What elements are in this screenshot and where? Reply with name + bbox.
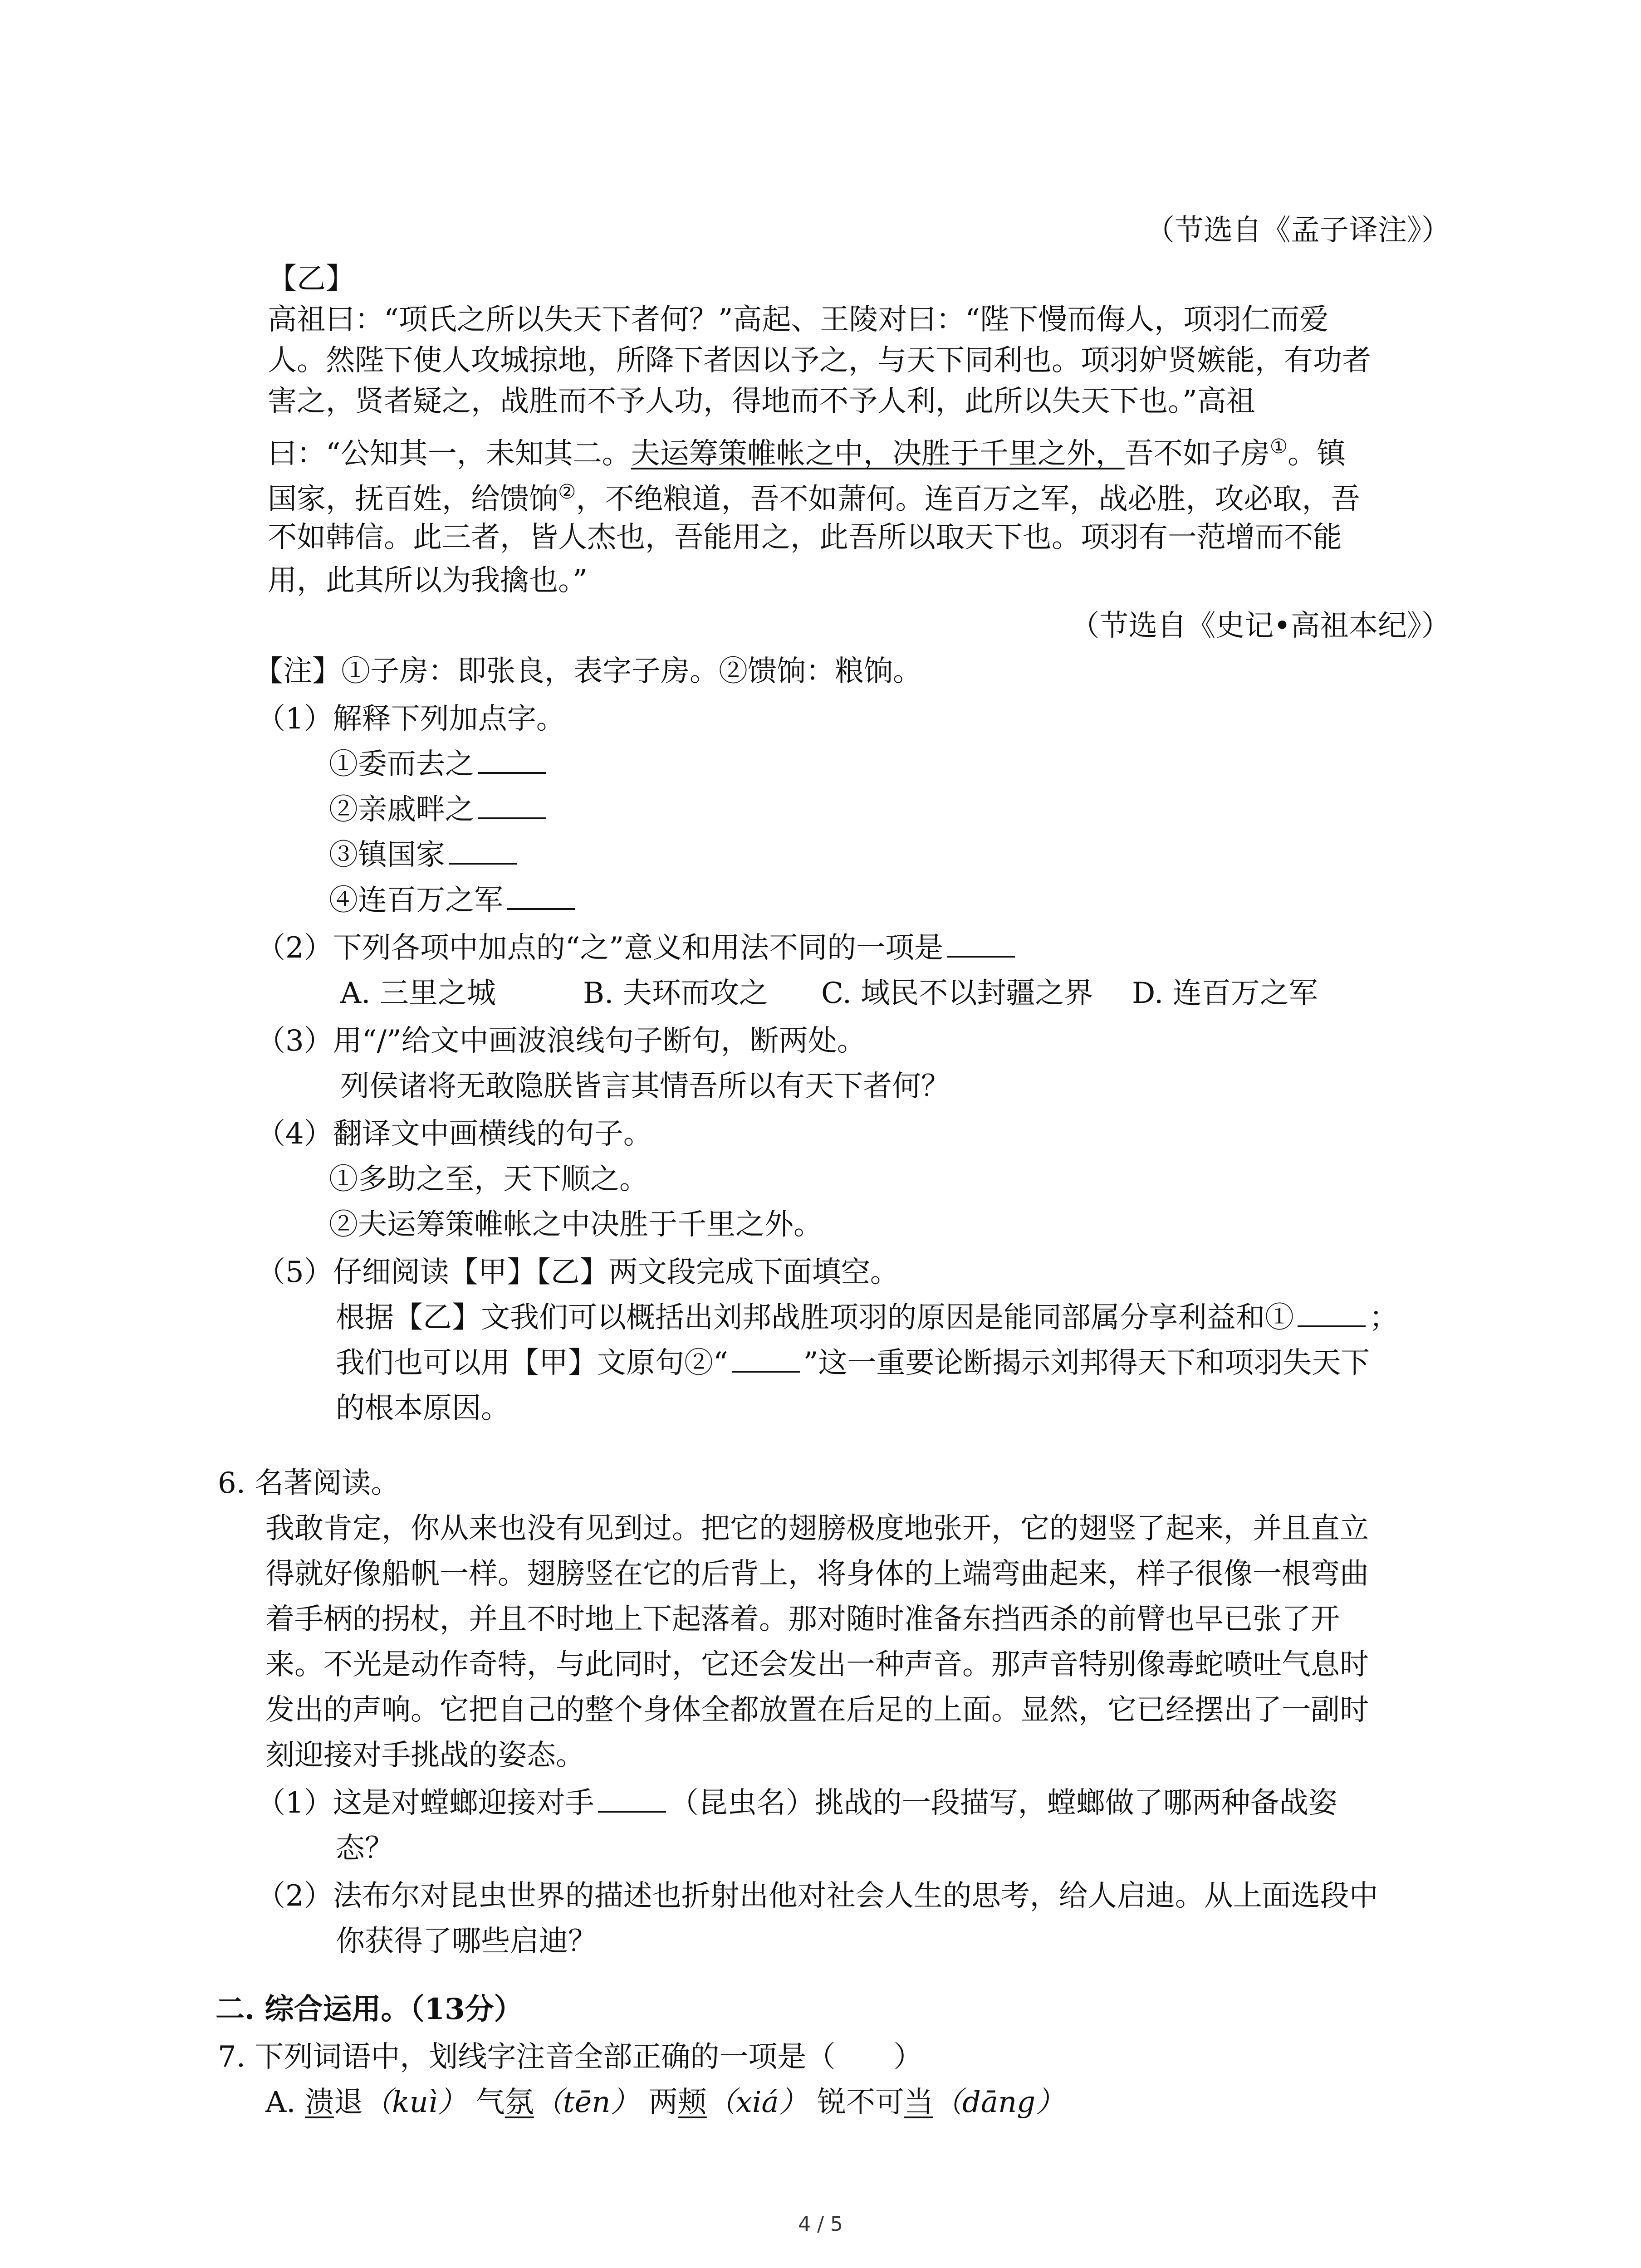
source-citation-mencius: （节选自《孟子译注》） xyxy=(1146,214,1450,247)
answer-blank[interactable] xyxy=(1298,1300,1366,1327)
question-3-prompt: （3）用“/”给文中画波浪线句子断句，断两处。 xyxy=(256,1024,866,1058)
answer-blank[interactable] xyxy=(732,1345,800,1373)
question-1-item: ②亲戚畔之 xyxy=(329,792,549,828)
footnote-mark-2: ② xyxy=(558,480,576,503)
page-number: 4 / 5 xyxy=(798,2213,843,2236)
question-6-1-cont: 态？ xyxy=(336,1832,394,1865)
question-2-prompt: （2）下列各项中加点的“之”意义和用法不同的一项是 xyxy=(256,930,1019,966)
passage-yi-header: 【乙】 xyxy=(268,262,355,296)
question-1-item: ③镇国家 xyxy=(329,837,520,873)
q6-passage-line: 来。不光是动作奇特，与此同时，它还会发出一种声音。那声音特别像毒蛇喷吐气息时 xyxy=(265,1648,1369,1681)
passage-yi-line-7: 用，此其所以为我擒也。” xyxy=(268,564,588,597)
question-4-prompt: （4）翻译文中画横线的句子。 xyxy=(256,1117,652,1151)
question-5-prompt: （5）仔细阅读【甲】【乙】两文段完成下面填空。 xyxy=(256,1256,899,1289)
question-3-sentence: 列侯诸将无敢隐朕皆言其情吾所以有天下者何？ xyxy=(340,1070,950,1103)
footnote: 【注】①子房：即张良，表字子房。②馈饷：粮饷。 xyxy=(254,655,922,688)
answer-blank[interactable] xyxy=(449,837,517,865)
question-4-item-1: ①多助之至，天下顺之。 xyxy=(329,1163,648,1196)
question-7-option-a: A. 溃退（kuì） 气氛（tēn） 两颊（xiá） 锐不可当（dāng） xyxy=(265,2086,1065,2119)
question-6-2-cont: 你获得了哪些启迪？ xyxy=(336,1925,597,1958)
question-5-line-2: 我们也可以用【甲】文原句②“ ”这一重要论断揭示刘邦得天下和项羽失天下 xyxy=(336,1346,1370,1380)
passage-yi-line-2: 人。然陛下使人攻城掠地，所降下者因以予之，与天下同利也。项羽妒贤嫉能，有功者 xyxy=(268,344,1371,377)
question-5-line-1: 根据【乙】文我们可以概括出刘邦战胜项羽的原因是能同部属分享利益和① ； xyxy=(336,1301,1398,1334)
footnote-mark-1: ① xyxy=(1269,435,1288,458)
passage-yi-line-3: 害之，贤者疑之，战胜而不予人功，得地而不予人利，此所以失天下也。”高祖 xyxy=(268,385,1255,418)
source-citation-shiji: （节选自《史记•高祖本纪》） xyxy=(1070,609,1450,643)
answer-blank[interactable] xyxy=(478,747,546,774)
question-5-line-3: 的根本原因。 xyxy=(336,1392,510,1425)
passage-yi-line-1: 高祖曰：“项氏之所以失天下者何？”高起、王陵对曰：“陛下慢而侮人，项羽仁而爱 xyxy=(268,303,1329,337)
question-2-option-d: D. 连百万之军 xyxy=(1132,977,1318,1010)
question-2-option-a: A. 三里之城 xyxy=(340,977,496,1010)
question-6-1: （1）这是对螳螂迎接对手 （昆虫名）挑战的一段描写，螳螂做了哪两种备战姿 xyxy=(256,1786,1337,1820)
question-1-item: ①委而去之 xyxy=(329,746,549,782)
question-6-2: （2）法布尔对昆虫世界的描述也折射出他对社会人生的思考，给人启迪。从上面选段中 xyxy=(256,1879,1378,1913)
q6-passage-line: 发出的声响。它把自己的整个身体全都放置在后足的上面。显然，它已经摆出了一副时 xyxy=(265,1693,1369,1727)
answer-blank[interactable] xyxy=(598,1785,666,1813)
question-7-prompt: 7. 下列词语中，划线字注音全部正确的一项是（ ） xyxy=(218,2040,923,2074)
q6-passage-line: 得就好像船帆一样。翅膀竖在它的后背上，将身体的上端弯曲起来，样子很像一根弯曲 xyxy=(265,1557,1369,1591)
question-1-item: ④连百万之军 xyxy=(329,882,578,919)
question-2-option-b: B. 夫环而攻之 xyxy=(583,977,768,1010)
section-2-heading: 二. 综合运用。（13分） xyxy=(216,1992,523,2026)
question-6-title: 6. 名著阅读。 xyxy=(218,1466,400,1500)
passage-yi-line-6: 不如韩信。此三者，皆人杰也，吾能用之，此吾所以取天下也。项羽有一范增而不能 xyxy=(268,521,1342,554)
q6-passage-line: 着手柄的拐杖，并且不时地上下起落着。那对随时准备东挡西杀的前臂也早已张了开 xyxy=(265,1603,1340,1636)
question-4-item-2: ②夫运筹策帷帐之中决胜于千里之外。 xyxy=(329,1208,823,1242)
question-2-option-c: C. 域民不以封疆之界 xyxy=(821,977,1093,1010)
q6-passage-line: 刻迎接对手挑战的姿态。 xyxy=(265,1739,585,1772)
answer-blank[interactable] xyxy=(507,883,575,910)
passage-yi-line-4: 曰：“公知其一，未知其二。夫运筹策帷帐之中，决胜于千里之外，吾不如子房①。镇 xyxy=(268,435,1346,471)
question-1-prompt: （1）解释下列加点字。 xyxy=(256,702,565,736)
passage-yi-line-5: 国家，抚百姓，给馈饷②，不绝粮道，吾不如萧何。连百万之军，战必胜，攻必取，吾 xyxy=(268,480,1360,516)
q6-passage-line: 我敢肯定，你从来也没有见到过。把它的翅膀极度地张开，它的翅竖了起来，并且直立 xyxy=(265,1512,1369,1545)
underlined-sentence: 夫运筹策帷帐之中，决胜于千里之外， xyxy=(631,437,1125,471)
answer-blank[interactable] xyxy=(478,792,546,819)
answer-blank[interactable] xyxy=(947,930,1015,958)
